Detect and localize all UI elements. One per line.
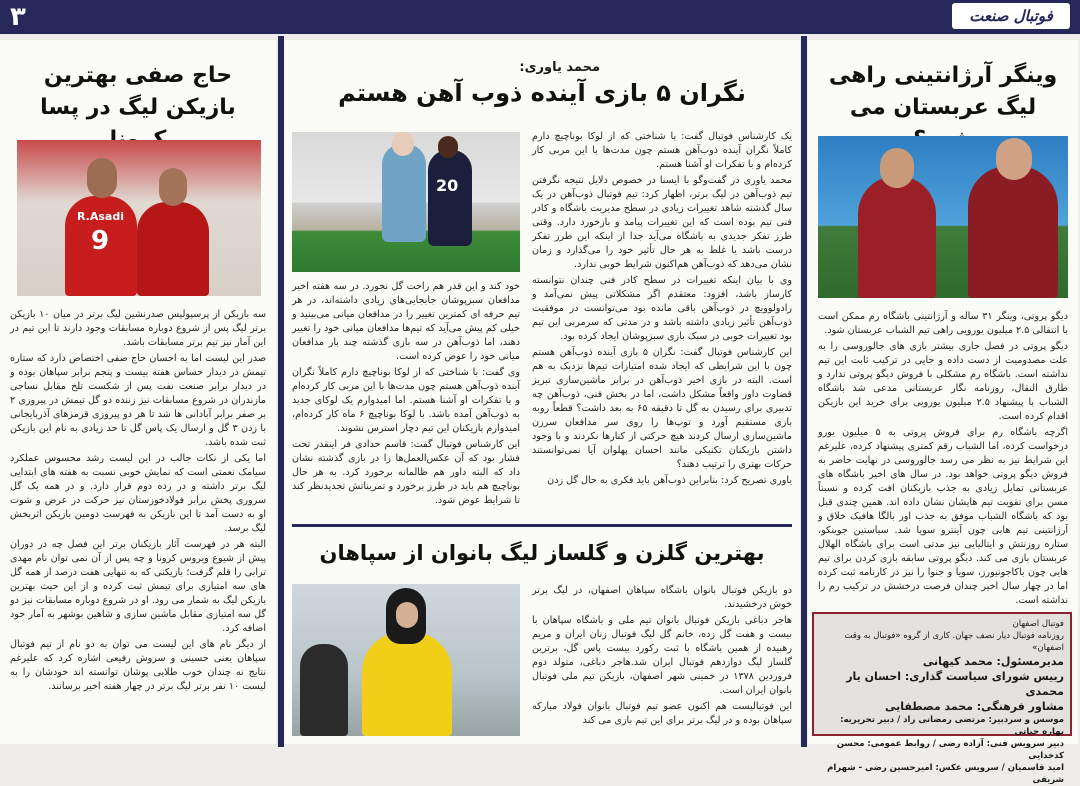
article-title: حاج صفی بهترین بازیکن لیگ در پسا [40,63,236,120]
paragraph: وی با بیان اینکه تغییرات در سطح کادر فنی چندان نتوانسته کارساز باشد، افزود: معتقدم اگر مشکلاتی پیش نمی‌آمد و رادولوویچ در ذوب‌آهن باقی مانده بود می‌توانست در موفقیت ذوب‌آهن تأثیر زیادی داشته باشد و در مدتی که سرمربی این تیم بود تغییرات خوبی در سبک بازی سبزپوشان ایجاد کرده بود. [532,275,792,342]
paragraph: دیگو پروتی، وینگر ۳۱ ساله و آرژانتینی باشگاه رم ممکن است با انتقالی ۲.۵ میلیون یورویی راهی تیم الشباب عربستان شود. [818,311,1068,336]
player-head [880,148,914,188]
paragraph: هاجر دباغی بازیکن فوتبال بانوان تیم ملی و باشگاه سپاهان با بیست و هفت گل زده، خانم گل لیگ فوتبال زنان ایران و مریم رهبیده از همین باشگاه با ثبت رکورد بیست پاس گل، برترین گلساز لیگ دوازدهم فوتبال ایران شد.هاجر دباغی، متولد دوم فروردین ۱۳۷۸ در خمینی شهر اصفهان، بازیکن تیم ملی فوتبال بانوان ایران است. [532,615,792,696]
article-title-women: بهترین گلزن و گلساز لیگ بانوان از سپاهان [319,541,765,565]
paragraph: اگرچه باشگاه رم برای فروش پروتی به ۵ میلیون یورو درخواست کرده، اما الشباب رقم کمتری پیشنهاد کرده، علیرغم این شرایط نیز به نظر می رسد جالوروسی در نهایت حاضر به فروش دیگو پروتی خواهد بود. در سال های اخیر باشگاه های عربستانی تمایل زیادی به جذب بازیکنان افت کرده و نسبتاً مسن برای تقویت تیم هایشان نشان داده اند. همین چندی قبل بود که باشگاه الشباب موفق به جذب اور بالگا هافبک خلاق و آرژانتینی تیم هابی چون آینترو سویا شد. سیاستین جوینکو، ستاره روزنتش و ایتالیایی نیز مدتی است برای باشگاه الهلال عربستان بازی می کند. دیگو پروتی سابقه بازی کردن برای تیم هایی چون باکاجونیورز، سویا و جنوا را نیز در کارنامه ثبت کرده اما در چهار سال اخیر چندان فرصت درخشش در ترکیب رم را نداشته است. [818,427,1068,606]
article-title: نگران ۵ بازی آینده ذوب آهن هستم [338,79,746,107]
article-photo-coach-player [292,132,520,272]
paragraph: البته هر در فهرست آثار بازیکنان برتر این فصل چه در دوران پیش از شیوع ویروس کرونا و چه پس از آن نمی توان نام مهدی ترابی را قلم گرفت؛ بازیکنی که به تنهایی هفت درصد از همه گل های سه امتیازی برای تیمش ثبت کرده و از این حیث بهترین بازیکن لیگ به شمار می رود. او در شروع دوباره مسابقات نیز دو گل سه امتیازی مقابل ماشین سازی و شاهین بوشهر به آمار خود اضافه کرد. [10,539,266,634]
article-photo-woman-player [292,584,520,736]
article-body-left-col [292,280,520,520]
article-body [10,308,266,738]
paragraph: یاوری تصریح کرد: بنابراین ذوب‌آهن باید فکری به حال گل زدن [547,475,792,486]
coach-figure [382,144,426,242]
paragraph: از دیگر نام های این لیست می توان به دو نام از تیم فوتبال سپاهان یعنی حسینی و سروش رفیعی اشاره کرد که علیرغم نتایج نه چندان خوب طلایی پوشان توانسته اند خودشان را به لیست ۱۰ نفر برتر لیگ برتر در چهار هفته اخیر برسانند. [10,639,266,692]
player-head [87,158,117,198]
player-head [996,138,1032,180]
page-number: ۳ [10,2,26,32]
colophon-line: فوتبال اصفهان [1012,619,1064,629]
colophon-line: موسس و سردبیر: مرتضی رمضانی راد / دبیر تحریریه: بهاره حیاتی [840,715,1064,737]
player-figure [428,150,472,246]
paragraph: این کارشناس فوتبال گفت: نگران ۵ بازی آینده ذوب‌آهن هستم چون با این شرایطی که ایجاد شده امتیازات تیم‌ها نزدیک به هم است. البته در بازی اخیر ذوب‌آهن در برابر ماشین‌سازی تبریز قضاوت داور واقعاً مشکل داشت، اما در بخش فنی، ذوب‌آهن چه تدبیری برای رسیدن به گل تا دقیقه ۶۵ به بعد داشت؟ قطعاً روبه بازی مستقیم آورد و توپ‌ها را روی سر مدافعان سرزن ماشین‌سازی ارسال کردند هیچ حرکتی از کنارها نکردند و با وجود داشتن بازیکنان تکنیکی مانند احسان پهلوان آیا نمی‌توانستند حرکات بهتری را ترتیب دهند؟ [532,347,792,470]
paragraph: محمد یاوری در گفت‌وگو با ایسنا در خصوص دلایل نتیجه نگرفتن تیم ذوب‌آهن در لیگ برتر، اظهار کرد: تیم فوتبال ذوب‌آهن در یک سال گذشته شاهد تغییرات زیادی در سطح مدیریت باشگاه و کادر فنی تیم بوده است که این تغییرات پیامد و بازخورد دارد. وقتی طرز تفکر جدیدی به باشگاه می‌آید جدا از اینکه این طرز تفکر درست باشد یا غلط به هر حال تأثیر خود را می‌گذارد و زمان نشان می‌دهد که ذوب‌آهن هم‌اکنون شرایط خوبی ندارد. [532,175,792,270]
column-divider-right [801,36,807,747]
article-argentine-winger [808,40,1078,785]
article-body [818,310,1068,606]
page-header-bar [0,0,1080,34]
jersey-number: 20 [436,176,459,195]
article-body-women [532,584,792,736]
colophon-line: مشاور فرهنگی: محمد مصطفایی [884,700,1064,713]
coach-head [392,132,414,156]
newspaper-logo: فوتبال صنعت [952,3,1070,29]
player-head [159,168,187,206]
player-head [438,136,458,158]
paragraph: این فوتبالیست هم اکنون عضو تیم فوتبال بانوان فولاد مبارکه سپاهان بوده و در لیگ برتر برای این تیم بازی می کند [532,701,792,726]
paragraph: یک کارشناس فوتبال گفت: با شناختی که از لوکا بوناچیچ دارم کاملاً نگران آینده ذوب‌آهن هستم چون مدت‌ها با این مربی کار کرده‌ام و با تفکرات او آشنا هستم. [532,131,792,170]
paragraph: دو بازیکن فوتبال بانوان باشگاه سپاهان اصفهان، در لیگ برتر خوش درخشیدند. [532,585,792,610]
colophon-line: امید قاسمیان / سرویس عکس: امیرحسین رضی - شهرام شریفی [827,763,1064,785]
player-figure [968,166,1058,298]
player-figure [137,202,209,296]
jersey-number: 9 [91,226,110,256]
colophon-line: رییس شورای سیاست گذاری: احسان یار محمدی [846,670,1064,698]
colophon-box [812,612,1072,785]
article-title: وینگر آرژانتینی راهی لیگ عربستان می [828,63,1058,120]
colophon-line: دبیر سرویس فنی: آزاده رضی / روابط عمومی: محسن کدخدایی [836,739,1064,761]
article-body-right-col [532,130,792,520]
paragraph: صدر این لیست اما به احسان حاج صفی اختصاص دارد که ستاره تیمش در دیدار حساس هفته بیست و پنجم برابر سپاهان بوده و در دیدار برابر صنعت نفت پس از شکست تلخ مقابل نساجی مازندران در شروع مسابقات نیز زننده دو گل تیمش در پیروزی ۲ بر صفر برابر آبادانی ها شد تا هر دو پیروزی قرمزهای آذربایجانی با زدن ۳ گل و ارسال یک پاس گل تا حد زیادی به نام این بازیکن ثبت شده باشد. [10,353,266,448]
player-figure [300,644,348,736]
article-zob-ahan [284,40,800,744]
section-divider [292,524,792,527]
paragraph: سه بازیکن از پرسپولیس صدرنشین لیگ برتر در میان ۱۰ بازیکن برتر لیگ پس از شروع دوباره مسابقات وجود دارند تا این تیم در این آمار نیز تیم برتر مسابقات باشد. [10,309,266,348]
article-haj-safi [0,40,276,744]
player-face [396,602,418,628]
player-figure [858,176,936,298]
paragraph: خود کند و این قدر هم راحت گل نخورد. در سه هفته اخیر مدافعان سبزپوشان جابجایی‌های زیادی داشته‌اند، در هر تیم حرفه ای کمترین تغییر را در مدافعان میانی می‌بینید و خیلی کم پیش می‌آید که تیم‌ها مدافعان میانی خود را تغییر دهند، اما ذوب‌آهن در سه بازی گذشته چند بار مدافعان میانی خود را عوض کرده است. [292,281,520,362]
colophon-line: مدیرمسئول: محمد کیهانی [922,655,1064,668]
article-photo-celebration [17,140,261,296]
paragraph: اما یکی از نکات جالب در این لیست رشد محسوس عملکرد سیامک نعمتی است که نمایش خوبی نسبت به هفته های ابتدایی لیگ برتر داشته و در رده دوم قرار دارد. و در همه یک گل سروری پخش برابر فولادخوزستان نیز حرکت در عرض و شوت او به دست آمد تا این بازیکن به فهرست دومین بازیکن اثربخش لیگ برسد. [10,453,266,534]
player-figure [362,632,452,736]
paragraph: وی گفت: با شناختی که از لوکا بوناچیچ دارم کاملاً نگران آینده ذوب‌آهن هستم چون مدت‌ها با این مربی کار کرده‌ام و با تفکرات او آشنا هستم. اما امیدوارم یک لوکای جدید به ذوب‌آهن آمده باشد. با لوکا بوناچیچ ۶ ماه کار کرده‌ام، امیدوارم بازیکنان این تیم دچار استرس نشوند. [292,367,520,434]
article-photo-players [818,136,1068,298]
paragraph: این کارشناس فوتبال گفت: قاسم حدادی فر اینقدر تحت فشار بود که آن عکس‌العمل‌ها را در بازی گذشته نشان داد که البته داور هم ظالمانه برخورد کرد. به هر حال بوناچیچ هم باید در طرز برخورد و تمریناتش تجدیدنظر کند تا شرایط عوض شود. [292,439,520,506]
paragraph: دیگو پروتی در فصل جاری بیشتر بازی های جالوروسی را به علت مصدومیت از دست داده و جایی در ترکیب ثابت این تیم نداشته است. باشگاه رم مشکلی با فروش دیگو پروتی ندارد و طارق النقال، روزنامه نگار عربستانی مدعی شد باشگاه الشباب با پیشنهاد ۲.۵ میلیون یورویی برای خرید این بازیکن اقدام کرده است. [818,341,1068,422]
article-kicker: محمد یاوری: [519,60,600,75]
colophon-line: روزنامه فوتبال دیار نصف جهان. کاری از گروه «فوتبال به وقت اصفهان» [844,631,1064,653]
jersey-name: R.Asadi [77,210,124,223]
